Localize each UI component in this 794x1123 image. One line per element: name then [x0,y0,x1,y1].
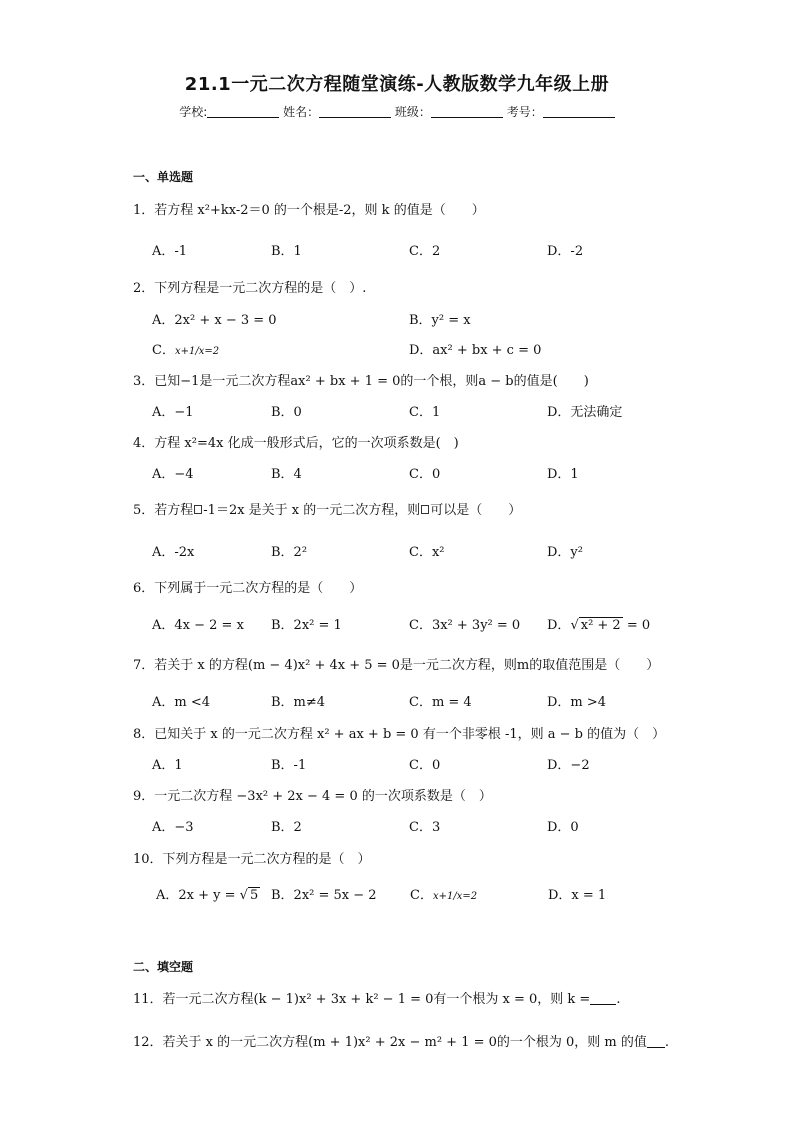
q7-option-d[interactable]: D．m >4 [547,695,607,710]
q4-option-c[interactable]: C．0 [409,467,441,482]
q11-tail: . [616,992,621,1007]
q7-option-b[interactable]: B．m≠4 [271,695,326,710]
q9-option-b[interactable]: B．2 [271,820,302,835]
question-4: 4．方程 x²=4x 化成一般形式后，它的一次项系数是( ) [133,436,459,451]
name-blank [319,105,391,118]
q5-stem-c: 可以是（ ） [430,503,522,518]
q8-option-b[interactable]: B．-1 [271,758,307,773]
q7-option-c[interactable]: C．m = 4 [409,695,472,710]
question-3: 3．已知−1是一元二次方程ax² + bx + 1 = 0的一个根，则a − b的值是( ) [133,374,589,389]
q10-option-c-label: C． [410,888,433,903]
q9-option-c[interactable]: C．3 [409,820,441,835]
q12-stem: 12．若关于 x 的一元二次方程(m + 1)x² + 2x − m² + 1 = 0的一个根为 0，则 m 的值 [133,1035,647,1050]
q9-option-a[interactable]: A．−3 [152,820,194,835]
q12-tail: . [664,1035,670,1050]
q6-option-d-radicand: x² + 2 [580,618,621,633]
section-single-choice: 一、单选题 [133,170,194,184]
question-12 [133,1031,669,1050]
school-blank [207,105,279,118]
q2-option-c[interactable] [152,339,219,358]
class-blank [431,105,503,118]
question-9-options [152,816,752,834]
q6-option-d-tail: = 0 [622,618,651,633]
question-6: 6．下列属于一元二次方程的是（ ） [133,581,363,596]
q7-option-a[interactable]: A．m <4 [152,695,211,710]
placeholder-box-icon [194,505,202,514]
q2-option-d[interactable]: D．ax² + bx + c = 0 [409,343,542,358]
question-4-options [152,463,752,481]
question-2: 2．下列方程是一元二次方程的是（ ）. [133,281,367,296]
q5-option-b[interactable]: B．2² [271,545,308,560]
name-label: 姓名： [283,105,320,119]
q1-option-a[interactable]: A．-1 [152,244,188,259]
question-3-options [152,401,752,419]
q4-option-b[interactable]: B．4 [271,467,302,482]
page-title: 21.1一元二次方程随堂演练-人教版数学九年级上册 [184,74,610,95]
q4-option-d[interactable]: D．1 [547,467,579,482]
q12-answer-blank[interactable] [647,1035,665,1048]
q5-option-c[interactable]: C．x² [409,545,445,560]
placeholder-box-icon [421,505,429,514]
q6-option-a[interactable]: A．4x − 2 = x [152,618,244,633]
class-label: 班级： [394,105,431,119]
question-8-options [152,754,752,772]
q8-option-d[interactable]: D．−2 [547,758,590,773]
q2-option-c-label: C． [152,343,175,358]
q3-option-a[interactable]: A．−1 [152,405,194,420]
question-5 [133,499,521,518]
question-10: 10．下列方程是一元二次方程的是（ ） [133,852,371,867]
question-5-options [152,541,752,559]
q10-option-a[interactable]: A．2x + y = √ 5 [156,888,259,903]
q1-option-b[interactable]: B．1 [271,244,302,259]
q10-option-d[interactable]: D．x = 1 [548,888,607,903]
section-fill-in: 二、填空题 [133,960,194,974]
q8-option-a[interactable]: A．1 [152,758,183,773]
q10-option-b[interactable]: B．2x² = 5x − 2 [271,888,377,903]
question-10-options [156,884,756,902]
q5-stem-a: 5．若方程 [133,503,194,518]
question-8: 8．已知关于 x 的一元二次方程 x² + ax + b = 0 有一个非零根 -1，则 a − b 的值为（ ） [133,727,666,742]
q10-option-a-radicand: 5 [249,888,259,903]
q4-option-a[interactable]: A．−4 [152,467,194,482]
q5-option-a[interactable]: A．-2x [152,545,195,560]
q2-option-b[interactable]: B．y² = x [409,313,471,328]
q2-option-c-expr: x+1/x=2 [174,346,220,357]
q3-option-c[interactable]: C．1 [409,405,441,420]
q3-option-b[interactable]: B．0 [271,405,302,420]
q1-option-d[interactable]: D．-2 [547,244,584,259]
school-label: 学校: [179,105,208,119]
question-1-options [152,240,752,258]
q3-option-d[interactable]: D．无法确定 [547,405,623,420]
question-6-options [152,614,752,632]
q6-option-d-label: D． [547,618,571,633]
q5-option-d[interactable]: D．y² [547,545,583,560]
q5-stem-b: -1＝2x 是关于 x 的一元二次方程，则 [203,503,421,518]
q11-answer-blank[interactable] [590,992,616,1005]
q10-option-c-expr: x+1/x=2 [432,891,478,902]
q6-option-d[interactable]: D．√ x² + 2 = 0 [547,618,651,633]
question-7: 7．若关于 x 的方程(m − 4)x² + 4x + 5 = 0是一元二次方程，则m的取值范围是（ ） [133,658,660,673]
q6-option-c[interactable]: C．3x² + 3y² = 0 [409,618,521,633]
q6-option-b[interactable]: B．2x² = 1 [271,618,342,633]
q1-option-c[interactable]: C．2 [409,244,441,259]
number-blank [543,105,615,118]
number-label: 考号： [506,105,543,119]
q9-option-d[interactable]: D．0 [547,820,579,835]
question-11 [133,988,620,1007]
q11-stem: 11．若一元二次方程(k − 1)x² + 3x + k² − 1 = 0有一个根为 x = 0，则 k = [133,992,591,1007]
question-1: 1．若方程 x²+kx-2＝0 的一个根是-2，则 k 的值是（ ） [133,203,485,218]
q2-option-a[interactable]: A．2x² + x − 3 = 0 [152,313,277,328]
q10-option-a-label: A．2x + y = [156,888,240,903]
question-7-options [152,691,752,709]
student-info-line [0,103,794,120]
q8-option-c[interactable]: C．0 [409,758,441,773]
question-9: 9．一元二次方程 −3x² + 2x − 4 = 0 的一次项系数是（ ） [133,789,492,804]
q10-option-c[interactable] [410,884,477,903]
